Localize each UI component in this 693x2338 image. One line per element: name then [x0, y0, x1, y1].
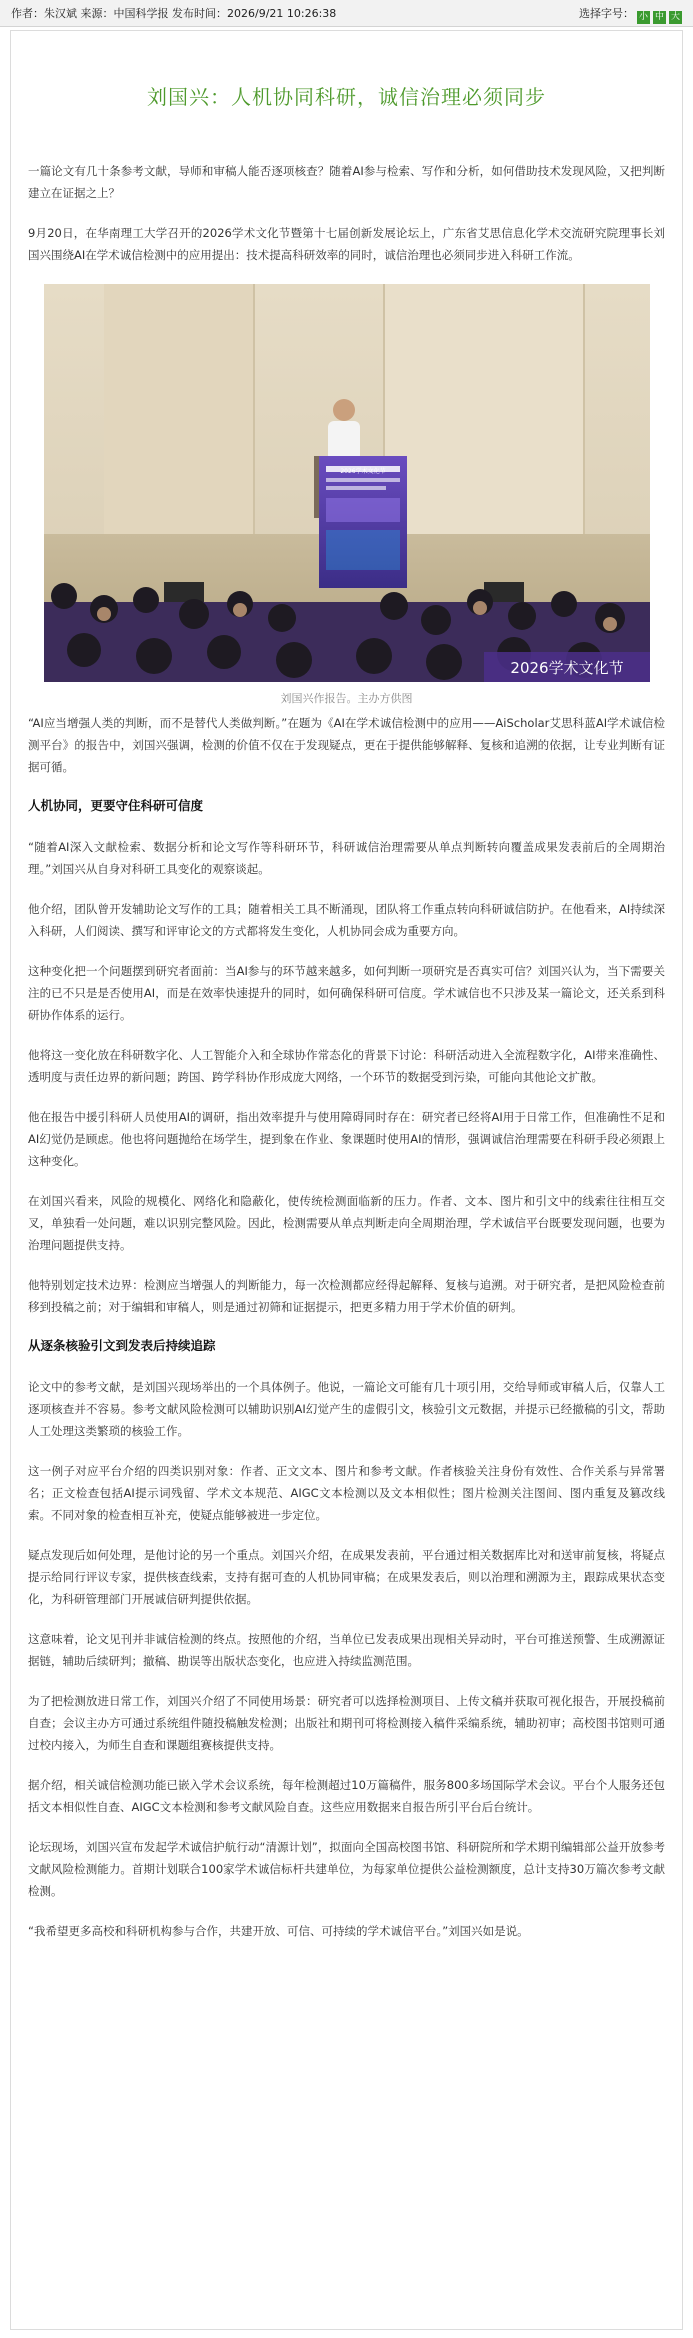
- photo-caption: 刘国兴作报告。主办方供图: [280, 692, 413, 705]
- paragraph: 疑点发现后如何处理，是他讨论的另一个重点。刘国兴介绍，在成果发表前，平台通过相关数据库比对和送审前复核，将疑点提示给同行评议专家，提供核查线索，支持有据可查的人机协同审稿；在成果发表后，则以治理和溯源为主，跟踪成果状态变化，为科研管理部门开展诚信研判提供依据。: [28, 1548, 665, 1606]
- article-meta: [11, 0, 336, 27]
- article-content: [11, 81, 682, 1942]
- section-heading: 人机协同，更要守住科研可信度: [28, 798, 204, 813]
- photo-illustration: [44, 284, 650, 682]
- article-lead: 一篇论文有几十条参考文献，导师和审稿人能否逐项核查？随着AI参与检索、写作和分析，如何借助技术发现风险，又把判断建立在证据之上？: [28, 164, 665, 200]
- paragraph: 这一例子对应平台介绍的四类识别对象：作者、正文文本、图片和参考文献。作者核验关注身份有效性、合作关系与异常署名；正文检查包括AI提示词残留、学术文本规范、AIGC文本检测以及文本相似性；图片检测关注图间、图内重复及篡改线索。不同对象的检查相互补充，使疑点能够被进一步定位。: [28, 1464, 665, 1522]
- article-photo: [44, 284, 650, 682]
- paragraph: 在刘国兴看来，风险的规模化、网络化和隐蔽化，使传统检测面临新的压力。作者、文本、图片和引文中的线索往往相互交叉，单独看一处问题，难以识别完整风险。因此，检测需要从单点判断走向全周期治理，学术诚信平台既要发现问题，也要为治理问题提供支持。: [28, 1194, 665, 1252]
- font-size-medium-button[interactable]: 中: [654, 12, 664, 22]
- paragraph: 他介绍，团队曾开发辅助论文写作的工具；随着相关工具不断涌现，团队将工作重点转向科研诚信防护。在他看来，AI持续深入科研，人们阅读、撰写和评审论文的方式都将发生变化，人机协同会成为重要方向。: [28, 902, 665, 938]
- paragraph: 他在报告中援引科研人员使用AI的调研，指出效率提升与使用障碍同时存在：研究者已经将AI用于日常工作，但准确性不足和AI幻觉仍是顾虑。他也将问题抛给在场学生，提到象在作业、象课题时使用AI的情形，强调诚信治理需要在科研手段必须跟上这种变化。: [28, 1110, 665, 1168]
- source: 中国科学报: [113, 7, 169, 20]
- font-size-selector: [579, 0, 682, 27]
- paragraph: 为了把检测放进日常工作，刘国兴介绍了不同使用场景：研究者可以选择检测项目、上传文稿并获取可视化报告，开展投稿前自查；会议主办方可通过系统组件随投稿触发检测；出版社和期刊可将检测接入稿件采编系统，辅助初审；高校图书馆则可通过校内接入，为师生自查和课题组赛核提供支持。: [28, 1694, 665, 1752]
- paragraph: 他将这一变化放在科研数字化、人工智能介入和全球协作常态化的背景下讨论：科研活动进入全流程数字化，AI带来准确性、透明度与责任边界的新问题；跨国、跨学科协作形成庞大网络，一个环节的数据受到污染，可能向其他论文扩散。: [28, 1048, 665, 1084]
- source-label: 来源：: [80, 7, 114, 20]
- paragraph: “随着AI深入文献检索、数据分析和论文写作等科研环节，科研诚信治理需要从单点判断转向覆盖成果发表前后的全周期治理。”刘国兴从自身对科研工具变化的观察谈起。: [28, 840, 665, 876]
- article-title: 刘国兴：人机协同科研，诚信治理必须同步: [147, 85, 546, 109]
- published-time: 2026/9/21 10:26:38: [227, 7, 337, 20]
- paragraph: “AI应当增强人类的判断，而不是替代人类做判断。”在题为《AI在学术诚信检测中的应用——AiScholar艾思科蓝AI学术诚信检测平台》的报告中，刘国兴强调，检测的价值不仅在于发现疑点，更在于提供能够解释、复核和追溯的依据，让专业判断有证据可循。: [28, 716, 665, 774]
- article-frame: [10, 30, 683, 2330]
- paragraph: 这意味着，论文见刊并非诚信检测的终点。按照他的介绍，当单位已发表成果出现相关异动时，平台可推送预警、生成溯源证据链，辅助后续研判；撤稿、勘误等出版状态变化，也应进入持续监测范围。: [28, 1632, 665, 1668]
- published-label: 发布时间：: [172, 7, 227, 20]
- author: 朱汉斌: [44, 7, 77, 20]
- section-heading: 从逐条核验引文到发表后持续追踪: [28, 1338, 216, 1353]
- article-meta-bar: [0, 0, 693, 27]
- article-figure: [28, 284, 665, 706]
- screen-title: 2026学术文化节: [339, 468, 386, 475]
- paragraph: “我希望更多高校和科研机构参与合作，共建开放、可信、可持续的学术诚信平台。”刘国兴如是说。: [28, 1924, 529, 1938]
- paragraph: 据介绍，相关诚信检测功能已嵌入学术会议系统，每年检测超过10万篇稿件，服务800多场国际学术会议。平台个人服务还包括文本相似性自查、AIGC文本检测和参考文献风险自查。这些应用数据来自报告所引平台后台统计。: [28, 1778, 665, 1814]
- paragraph: 论文中的参考文献，是刘国兴现场举出的一个具体例子。他说，一篇论文可能有几十项引用，交给导师或审稿人后，仅靠人工逐项核查并不容易。参考文献风险检测可以辅助识别AI幻觉产生的虚假引文，核验引文元数据，并提示已经撤稿的引文，帮助人工处理这类繁琐的核验工作。: [28, 1380, 665, 1438]
- author-label: 作者：: [11, 7, 44, 20]
- paragraph: 论坛现场，刘国兴宣布发起学术诚信护航行动“清源计划”，拟面向全国高校图书馆、科研院所和学术期刊编辑部公益开放参考文献风险检测能力。首期计划联合100家学术诚信标杆共建单位，为每家单位提供公益检测额度，总计支持30万篇次参考文献检测。: [28, 1840, 665, 1898]
- font-size-large-button[interactable]: 大: [670, 12, 680, 22]
- photo-banner-text: 2026学术文化节: [509, 659, 624, 677]
- paragraph: 这种变化把一个问题摆到研究者面前：当AI参与的环节越来越多，如何判断一项研究是否真实可信？刘国兴认为，当下需要关注的已不只是是否使用AI，而是在效率快速提升的同时，如何确保科研可信度。学术诚信也不只涉及某一篇论文，还关系到科研协作体系的运行。: [28, 964, 665, 1022]
- paragraph: 他特别划定技术边界：检测应当增强人的判断能力，每一次检测都应经得起解释、复核与追溯。对于研究者，是把风险检查前移到投稿之前；对于编辑和审稿人，则是通过初筛和证据提示，把更多精力用于学术价值的研判。: [28, 1278, 665, 1314]
- font-size-small-button[interactable]: 小: [638, 12, 648, 22]
- font-size-label: 选择字号：: [579, 7, 634, 20]
- paragraph: 9月20日，在华南理工大学召开的2026学术文化节暨第十七届创新发展论坛上，广东省艾思信息化学术交流研究院理事长刘国兴围绕AI在学术诚信检测中的应用提出：技术提高科研效率的同时，诚信治理也必须同步进入科研工作流。: [28, 226, 665, 262]
